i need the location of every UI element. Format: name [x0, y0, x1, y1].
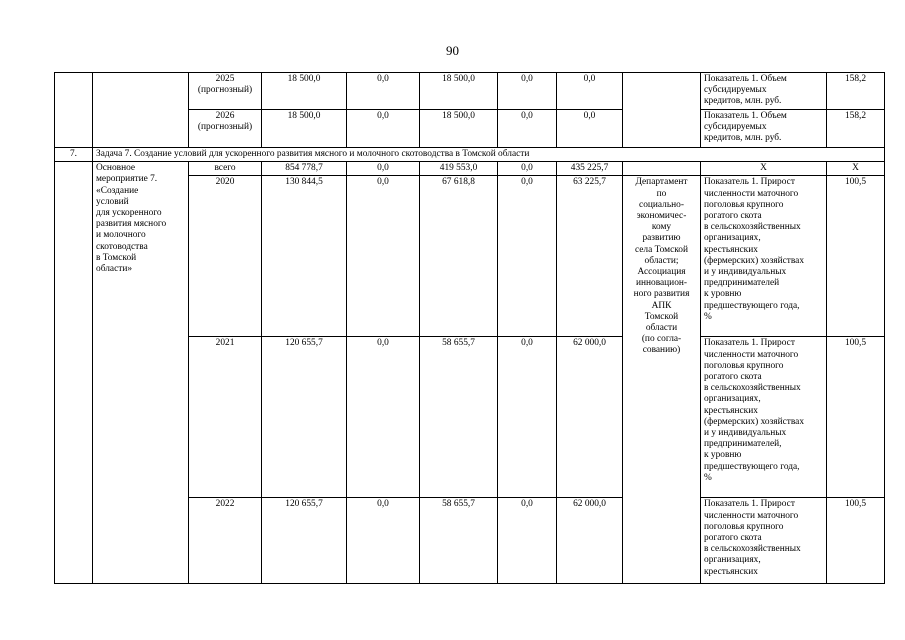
table-row	[55, 162, 885, 176]
value-cell: 0,0	[498, 110, 557, 148]
indicator-cell: Показатель 1. Прирост численности маточного поголовья крупного рогатого скота в сельскохозяйственных организациях, крестьянских (фермерских) хозяйствах и у индивидуальных предпринимателей к уровню предшествующего года, %	[701, 176, 827, 337]
table-row	[55, 73, 885, 110]
value-cell: 0,0	[347, 110, 420, 148]
indicator-value-cell: 158,2	[827, 73, 885, 110]
year-cell: 2026 (прогнозный)	[189, 110, 262, 148]
total-cell: 18 500,0	[262, 110, 347, 148]
value-cell: 58 655,7	[420, 498, 498, 584]
total-label: всего	[189, 162, 262, 176]
value-cell: 0,0	[557, 110, 623, 148]
empty-cell	[93, 73, 189, 148]
year-cell: 2022	[189, 498, 262, 584]
total-cell: 120 655,7	[262, 337, 347, 498]
value-cell: 18 500,0	[420, 110, 498, 148]
empty-cell	[623, 73, 701, 148]
value-cell: 62 000,0	[557, 337, 623, 498]
indicator-value-cell: 100,5	[827, 337, 885, 498]
year-cell: 2025 (прогнозный)	[189, 73, 262, 110]
value-cell: 62 000,0	[557, 498, 623, 584]
empty-cell	[55, 162, 93, 584]
value-cell: 0,0	[498, 73, 557, 110]
year-cell: 2021	[189, 337, 262, 498]
value-cell: 58 655,7	[420, 337, 498, 498]
value-cell: 419 553,0	[420, 162, 498, 176]
value-cell: 63 225,7	[557, 176, 623, 337]
value-cell: 0,0	[347, 73, 420, 110]
program-table	[54, 72, 885, 584]
value-cell: 0,0	[347, 162, 420, 176]
indicator-value-cell: 158,2	[827, 110, 885, 148]
indicator-cell: Показатель 1. Объем субсидируемых кредитов, млн. руб.	[701, 73, 827, 110]
empty-cell	[55, 73, 93, 148]
indicator-cell: Показатель 1. Объем субсидируемых кредитов, млн. руб.	[701, 110, 827, 148]
value-cell: 0,0	[347, 176, 420, 337]
task-title: Задача 7. Создание условий для ускоренного развития мясного и молочного скотоводства в Томской области	[93, 148, 885, 162]
total-cell: 854 778,7	[262, 162, 347, 176]
year-cell: 2020	[189, 176, 262, 337]
indicator-cell: Показатель 1. Прирост численности маточного поголовья крупного рогатого скота в сельскохозяйственных организациях, крестьянских (фермерских) хозяйствах и у индивидуальных предпринимателей, к уровню предшествующего года, %	[701, 337, 827, 498]
x-mark: Х	[827, 162, 885, 176]
value-cell: 0,0	[498, 498, 557, 584]
value-cell: 18 500,0	[420, 73, 498, 110]
task-row	[55, 148, 885, 162]
value-cell: 0,0	[347, 498, 420, 584]
indicator-cell: Показатель 1. Прирост численности маточного поголовья крупного рогатого скота в сельскохозяйственных организациях, крестьянских	[701, 498, 827, 584]
measure-name: Основное мероприятие 7. «Создание условий для ускоренного развития мясного и молочного скотоводства в Томской области»	[93, 162, 189, 584]
indicator-value-cell: 100,5	[827, 498, 885, 584]
value-cell: 0,0	[498, 176, 557, 337]
indicator-value-cell: 100,5	[827, 176, 885, 337]
value-cell: 0,0	[498, 162, 557, 176]
value-cell: 0,0	[557, 73, 623, 110]
empty-cell	[623, 162, 701, 176]
value-cell: 0,0	[498, 337, 557, 498]
value-cell: 67 618,8	[420, 176, 498, 337]
total-cell: 120 655,7	[262, 498, 347, 584]
total-cell: 130 844,5	[262, 176, 347, 337]
executor-cell: Департамент по социально- экономичес- кому развитию села Томской области; Ассоциация инновацион- ного развития АПК Томской области (по согла- сованию)	[623, 176, 701, 584]
total-cell: 18 500,0	[262, 73, 347, 110]
value-cell: 0,0	[347, 337, 420, 498]
x-mark: Х	[701, 162, 827, 176]
value-cell: 435 225,7	[557, 162, 623, 176]
page-number: 90	[446, 43, 459, 58]
task-number: 7.	[55, 148, 93, 162]
